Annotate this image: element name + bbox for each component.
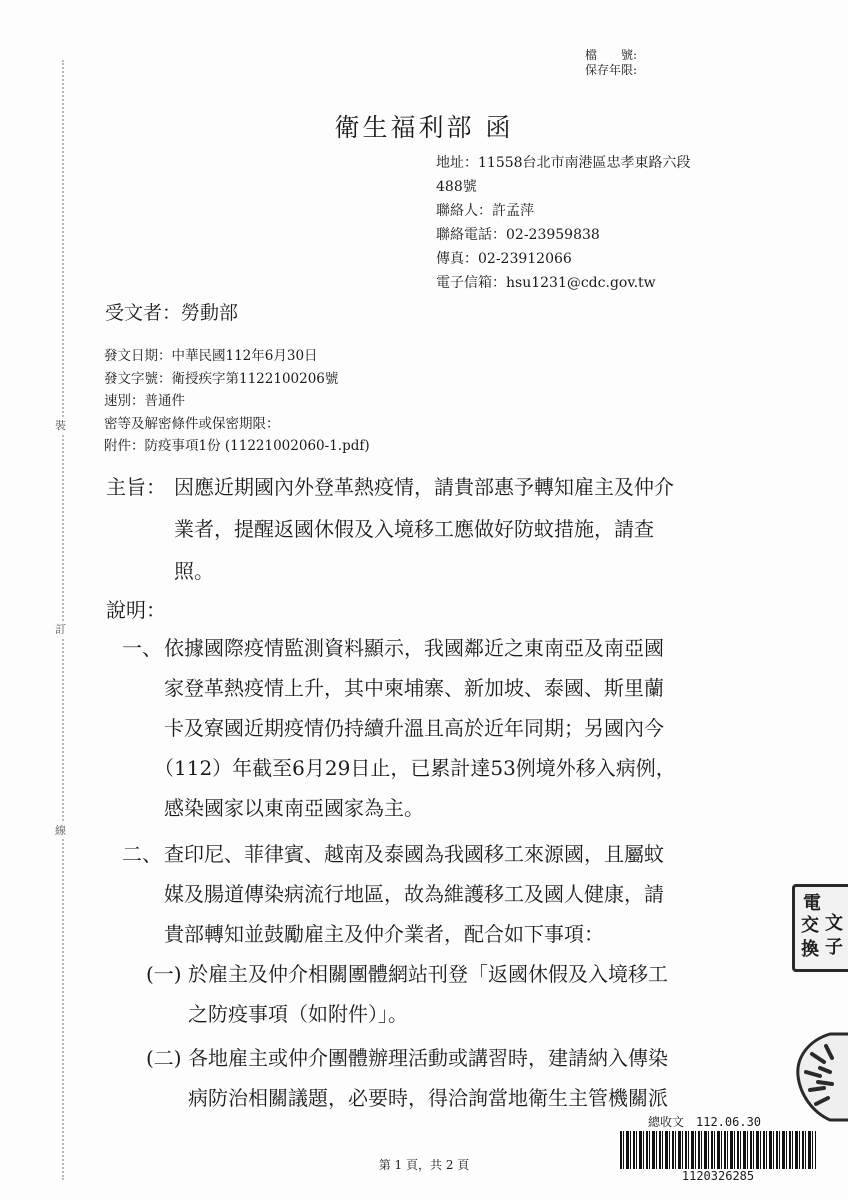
sub-item-line: 於雇主及仲介相關團體網站刊登「返國休假及入境移工 <box>188 962 668 986</box>
item-line: 媒及腸道傳染病流行地區，故為維護移工及國人健康，請 <box>164 882 664 906</box>
page-number: 第 1 頁，共 2 頁 <box>378 1158 470 1172</box>
explanation-item-1 <box>122 628 676 828</box>
sub-item-line: 之防疫事項（如附件）」。 <box>188 1002 408 1026</box>
sender-contact: 聯絡人：許孟萍 <box>436 203 534 219</box>
file-number-label: 檔 號: <box>585 48 638 62</box>
sender-phone: 聯絡電話：02-23959838 <box>436 227 600 243</box>
receipt-barcode-box <box>620 1113 816 1187</box>
subject-label: 主旨： <box>106 475 166 499</box>
stamp-char: 交 <box>801 915 819 936</box>
item-line: 貴部轉知並鼓勵雇主及仲介業者，配合如下事項： <box>164 922 604 946</box>
item-line: 依據國際疫情監測資料顯示，我國鄰近之東南亞及南亞國 <box>164 636 664 660</box>
barcode-icon <box>620 1131 816 1169</box>
barcode-number: 1120326285 <box>681 1169 755 1183</box>
file-info <box>585 48 637 78</box>
sender-address-line2: 488號 <box>436 179 477 195</box>
binding-mark-ding: 訂 <box>55 623 66 636</box>
document-title: 衛生福利部 函 <box>334 113 514 142</box>
subject-line: 照。 <box>174 559 214 583</box>
subject-line: 因應近期國內外登革熱疫情，請貴部惠予轉知雇主及仲介 <box>174 475 674 499</box>
receipt-label: 總收文 112.06.30 <box>648 1115 762 1129</box>
delivery-speed: 速別：普通件 <box>104 393 185 409</box>
sender-email: 電子信箱：hsu1231@cdc.gov.tw <box>436 275 656 291</box>
sub-item-line: 病防治相關議題，必要時，得洽詢當地衛生主管機關派 <box>188 1086 668 1110</box>
partial-seal-icon <box>790 1032 848 1122</box>
sub-item-number: (一) <box>146 962 182 986</box>
item-line: 查印尼、菲律賓、越南及泰國為我國移工來源國，且屬蚊 <box>164 842 664 866</box>
recipient: 受文者：勞動部 <box>105 302 239 324</box>
stamp-char: 換 <box>801 939 819 960</box>
document-meta <box>104 345 370 458</box>
sender-address-line1: 地址：11558台北市南港區忠孝東路六段 <box>436 155 691 171</box>
explanation-label: 說明： <box>106 598 166 622</box>
sub-item-number: (二) <box>146 1046 182 1070</box>
item-line: 感染國家以東南亞國家為主。 <box>164 796 424 820</box>
secrecy-level: 密等及解密條件或保密期限： <box>104 415 280 432</box>
issue-date: 發文日期：中華民國112年6月30日 <box>104 348 318 364</box>
stamp-char: 文 <box>825 913 843 934</box>
sub-item-line: 各地雇主或仲介團體辦理活動或講習時，建請納入傳染 <box>188 1046 668 1070</box>
sender-info <box>436 151 766 295</box>
item-number: 一、 <box>122 636 162 660</box>
stamp-char: 電 <box>803 893 821 914</box>
binding-mark-zhuang: 裝 <box>55 419 66 432</box>
attachment: 附件：防疫事項1份 (11221002060-1.pdf) <box>104 438 370 454</box>
sub-item-2 <box>146 1038 668 1118</box>
electronic-exchange-stamp-icon <box>788 880 848 975</box>
item-line: （112）年截至6月29日止，已累計達53例境外移入病例， <box>154 756 676 780</box>
retention-label: 保存年限: <box>585 63 638 77</box>
subject-section <box>106 466 766 592</box>
subject-line: 業者，提醒返國休假及入境移工應做好防蚊措施，請查 <box>174 517 654 541</box>
binding-line <box>62 60 64 1180</box>
stamp-char: 子 <box>825 937 843 958</box>
sender-fax: 傳真：02-23912066 <box>436 251 572 267</box>
explanation-item-2 <box>122 834 664 954</box>
document-number: 發文字號：衛授疾字第1122100206號 <box>104 370 339 387</box>
item-line: 家登革熱疫情上升，其中柬埔寨、新加坡、泰國、斯里蘭 <box>164 676 664 700</box>
binding-mark-xian: 線 <box>55 824 66 837</box>
sub-item-1 <box>146 954 668 1034</box>
item-number: 二、 <box>122 842 162 866</box>
item-line: 卡及寮國近期疫情仍持續升溫且高於近年同期；另國內今 <box>164 716 664 740</box>
